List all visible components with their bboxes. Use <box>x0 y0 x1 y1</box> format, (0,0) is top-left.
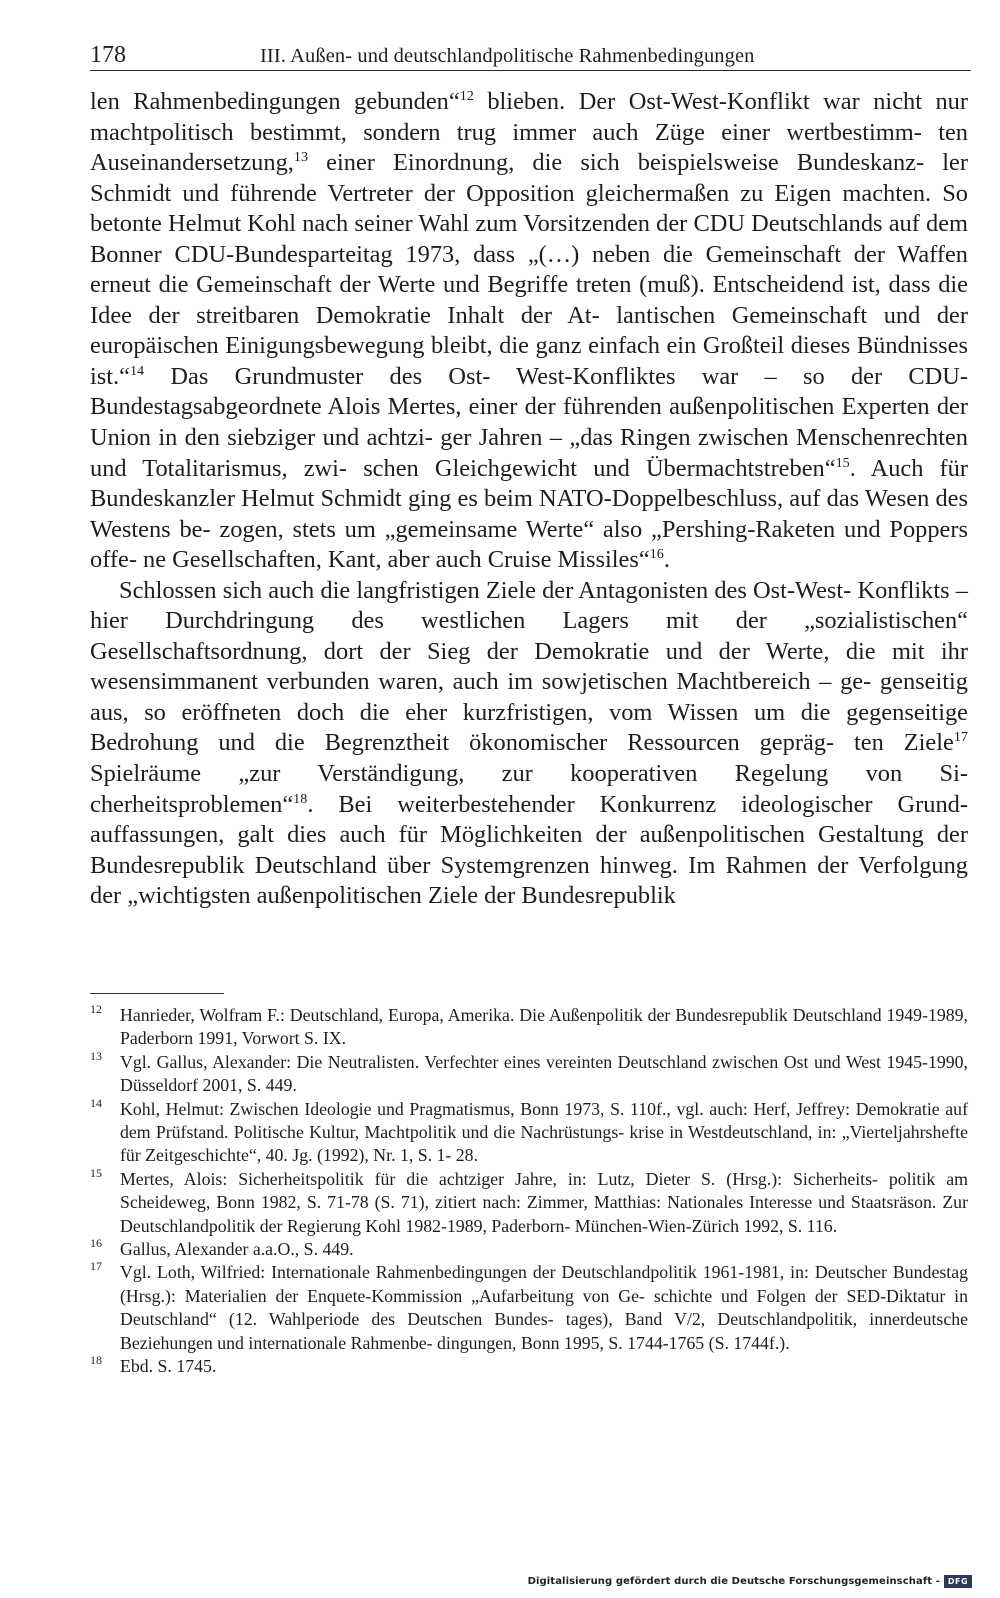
footnote-number: 12 <box>90 1002 102 1016</box>
footnote-reference: 12 <box>459 87 474 104</box>
footnote-reference: 15 <box>835 454 850 471</box>
footnote <box>90 1238 968 1261</box>
footnote <box>90 1165 968 1238</box>
running-header <box>90 40 971 71</box>
footnote-text: Kohl, Helmut: Zwischen Ideologie und Pragmatismus, Bonn 1973, S. 110f., vgl. auch: Herf, Jeffrey: Demokratie auf dem Prüfstand. Politische Kultur, Machtpolitik und die Nachrüstungs- krise in Westdeutschland, in: „Vierteljahrshefte für Zeitgeschichte“, 40. Jg. (1992), Nr. 1, S. 1- 28. <box>120 1098 968 1166</box>
digitization-credit: Digitalisierung gefördert durch die Deutsche Forschungsgemeinschaft - <box>527 1576 940 1587</box>
footnotes <box>90 1004 968 1379</box>
body-paragraph: len Rahmenbedingungen gebunden“$^{12}$ blieben. Der Ost-West-Konflikt war nicht nur machtpolitisch bestimmt, sondern trug immer auch Züge einer wertbestimm- ten Auseinandersetzung,$^{13}$ einer Einordnung, die sich beispielsweise Bundeskanz- ler Schmidt und führende Vertreter der Opposition gleichermaßen zu Eigen machten. So betonte Helmut Kohl nach seiner Wahl zum Vorsitzenden der CDU Deutschlands auf dem Bonner CDU-Bundesparteitag 1973, dass „(…) neben die Gemeinschaft der Waffen erneut die Gemeinschaft der Werte und Begriffe treten (muß). Entscheidend ist, dass die Idee der streitbaren Demokratie Inhalt der At- lantischen Gemeinschaft und der europäischen Einigungsbewegung bleibt, die ganz einfach ein Großteil dieses Bündnisses ist.“$^{14}$ Das Grundmuster des Ost- West-Konfliktes war – so der CDU-Bundestagsabgeordnete Alois Mertes, einer der führenden außenpolitischen Experten der Union in den siebziger und achtzi- ger Jahren – „das Ringen zwischen Menschenrechten und Totalitarismus, zwi- schen Gleichgewicht und Übermachtstreben“$^{15}$. Auch für Bundeskanzler Helmut Schmidt ging es beim NATO-Doppelbeschluss, auf das Wesen des Westens be- zogen, stets um „gemeinsame Werte“ also „Pershing-Raketen und Poppers offe- ne Gesellschaften, Kant, aber auch Cruise Missiles“$^{16}$. <box>90 87 968 574</box>
footnote-reference: 16 <box>649 546 664 563</box>
footnote-number: 13 <box>90 1048 102 1063</box>
footnote <box>90 1355 968 1378</box>
footnote-text: Mertes, Alois: Sicherheitspolitik für die achtziger Jahre, in: Lutz, Dieter S. (Hrsg.): Sicherheits- politik am Scheideweg, Bonn 1982, S. 71-78 (S. 71), zitiert nach: Zimmer, Matthias: Nationales Interesse und Staatsräson. Zur Deutschlandpolitik der Regierung Kohl 1982-1989, Paderborn- München-Wien-Zürich 1992, S. 116. <box>120 1168 968 1236</box>
footnote-number: 18 <box>90 1353 102 1368</box>
footnote-text: Vgl. Gallus, Alexander: Die Neutralisten. Verfechter eines vereinten Deutschland zwischen Ost und West 1945-1990, Düsseldorf 2001, S. 449. <box>120 1051 968 1096</box>
footnote-number: 17 <box>90 1259 102 1274</box>
footnote-reference: 14 <box>129 362 145 379</box>
footnote-reference: 18 <box>293 790 308 807</box>
footnote-number: 16 <box>90 1236 102 1251</box>
footnote-text: Gallus, Alexander a.a.O., S. 449. <box>120 1239 354 1260</box>
footnote-reference: 13 <box>293 148 309 165</box>
footnote-separator <box>90 993 224 994</box>
footnote <box>90 1048 968 1098</box>
footnote-number: 15 <box>90 1165 102 1180</box>
footnote-number: 14 <box>90 1095 102 1110</box>
footnote <box>90 1261 968 1355</box>
footnote-text: Hanrieder, Wolfram F.: Deutschland, Europa, Amerika. Die Außenpolitik der Bundesrepublik Deutschland 1949-1989, Paderborn 1991, Vorwort S. IX. <box>120 1005 968 1049</box>
dfg-logo: DFG <box>944 1575 972 1588</box>
footnote <box>90 1004 968 1051</box>
footnote-reference: 17 <box>953 729 968 746</box>
body-paragraph: Schlossen sich auch die langfristigen Ziele der Antagonisten des Ost-West- Konflikts – hier Durchdringung des westlichen Lagers mit der „sozialistischen“ Gesellschaftsordnung, dort der Sieg der Demokratie und der Werte, die mit ihr wesensimmanent verbunden waren, auch im sowjetischen Machtbereich – ge- genseitig aus, so eröffneten doch die eher kurzfristigen, vom Wissen um die gegenseitige Bedrohung und die Begrenztheit ökonomischer Ressourcen gepräg- ten Ziele$^{17}$ Spielräume „zur Verständigung, zur kooperativen Regelung von Si- cherheitsproblemen“$^{18}$. Bei weiterbestehender Konkurrenz ideologischer Grund- auffassungen, galt dies auch für Möglichkeiten der außenpolitischen Gestaltung der Bundesrepublik Deutschland über Systemgrenzen hinweg. Im Rahmen der Verfolgung der „wichtigsten außenpolitischen Ziele der Bundesrepublik <box>90 576 968 910</box>
footnote <box>90 1095 968 1168</box>
footnote-text: Ebd. S. 1745. <box>120 1356 217 1377</box>
page-number: 178 <box>90 42 126 68</box>
footnote-text: Vgl. Loth, Wilfried: Internationale Rahmenbedingungen der Deutschlandpolitik 1961-1981, in: Deutscher Bundestag (Hrsg.): Materialien der Enquete-Kommission „Aufarbeitung von Ge- schichte und Folgen der SED-Diktatur in Deutschland“ (12. Wahlperiode des Deutschen Bundes- tages), Band V/2, Deutschlandpolitik, innerdeutsche Beziehungen und internationale Rahmenbe- dingungen, Bonn 1995, S. 1744-1765 (S. 1744f.). <box>120 1262 968 1353</box>
body-text <box>90 87 968 912</box>
running-head-title: III. Außen- und deutschlandpolitische Rahmenbedingungen <box>260 45 755 67</box>
